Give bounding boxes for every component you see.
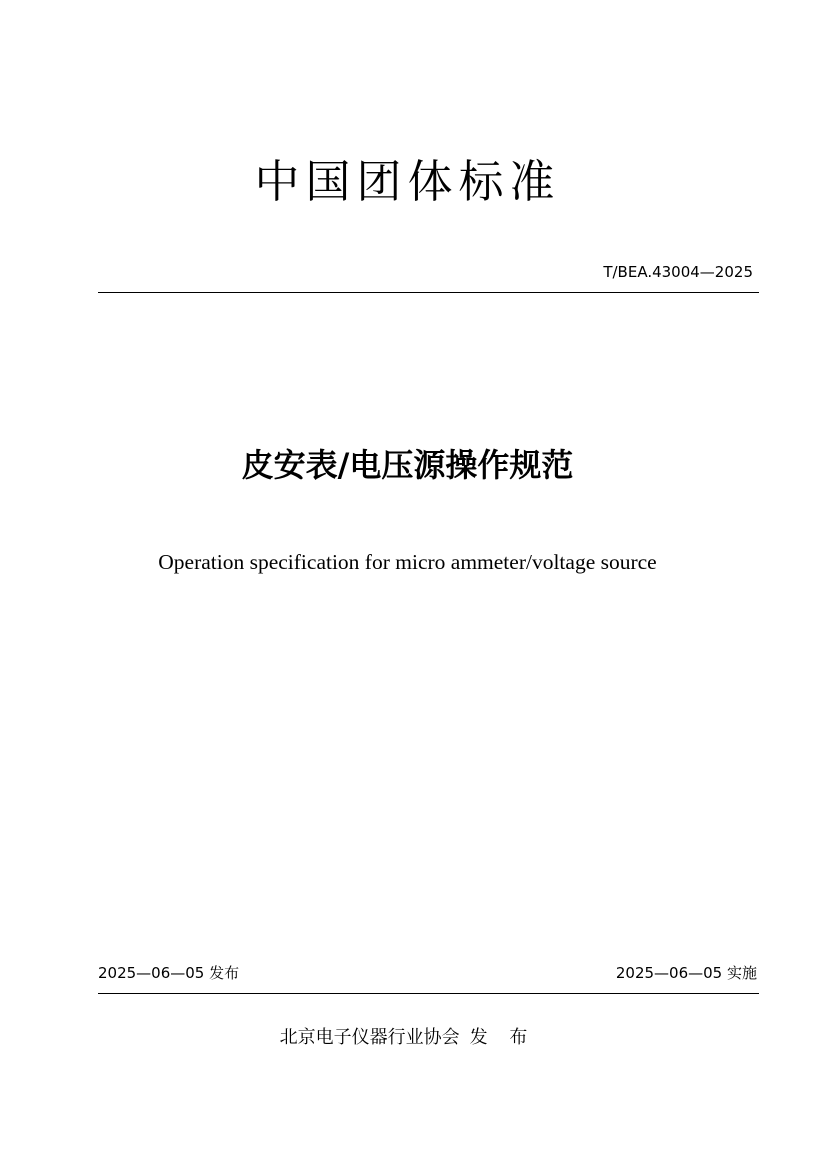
publisher-label: 发 布 — [469, 1027, 536, 1048]
document-header-title: 中国团体标准 — [254, 155, 561, 208]
implementation-date: 2025—06—05 实施 — [615, 964, 757, 982]
document-title-english: Operation specification for micro ammeter/voltage source — [158, 550, 657, 574]
top-divider — [98, 292, 759, 293]
issue-date: 2025—06—05 发布 — [98, 964, 240, 982]
publisher-line — [0, 1025, 815, 1051]
document-title-chinese: 皮安表/电压源操作规范 — [241, 446, 574, 484]
standard-number: T/BEA.43004—2025 — [603, 263, 753, 281]
bottom-divider — [98, 993, 759, 994]
publisher-name: 北京电子仪器行业协会 — [279, 1027, 460, 1048]
